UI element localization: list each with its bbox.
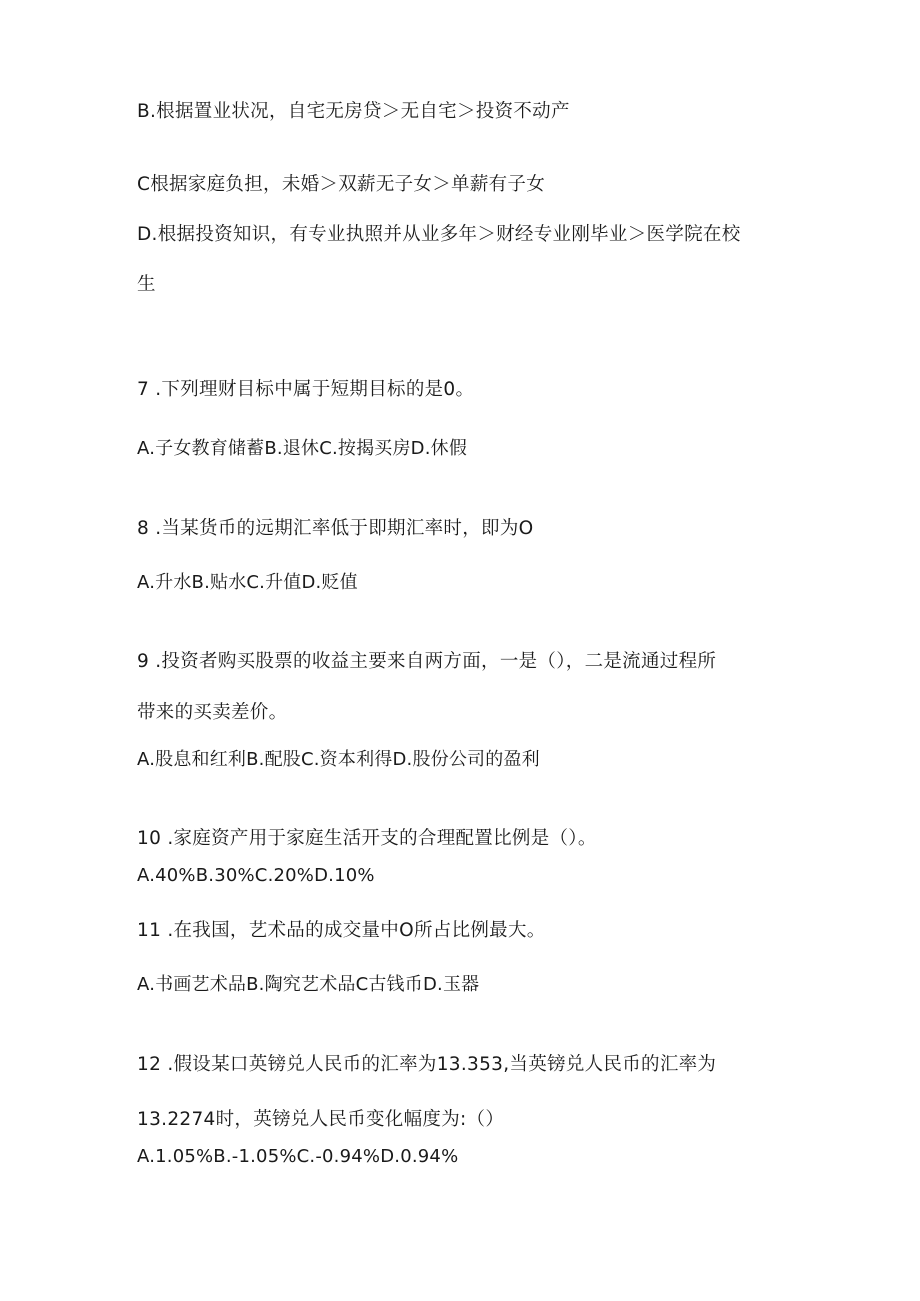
prev-question-option-d-continued: 生 (137, 274, 156, 295)
question-10-options: A.40%B.30%C.20%D.10% (137, 865, 375, 886)
question-9-options: A.股息和红利B.配股C.资本利得D.股份公司的盈利 (137, 749, 540, 770)
question-7-stem: 7 .下列理财目标中属于短期目标的是0。 (137, 379, 475, 400)
question-12-options: A.1.05%B.-1.05%C.-0.94%D.0.94% (137, 1146, 459, 1167)
question-12-stem: 12 .假设某口英镑兑人民币的汇率为13.353,当英镑兑人民币的汇率为 (137, 1054, 717, 1075)
question-8-stem: 8 .当某货币的远期汇率低于即期汇率时，即为O (137, 518, 534, 539)
question-8-options: A.升水B.贴水C.升值D.贬值 (137, 572, 358, 593)
question-9-stem: 9 .投资者购买股票的收益主要来自两方面，一是（），二是流通过程所 (137, 651, 717, 672)
prev-question-option-d: D.根据投资知识，有专业执照并从业多年＞财经专业刚毕业＞医学院在校 (137, 224, 741, 245)
question-11-stem: 11 .在我国，艺术品的成交量中O所占比例最大。 (137, 920, 546, 941)
question-12-stem-continued: 13.2274时，英镑兑人民币变化幅度为:（） (137, 1109, 505, 1130)
question-11-options: A.书画艺术品B.陶究艺术品C古钱币D.玉器 (137, 974, 480, 995)
prev-question-option-b: B.根据置业状况，自宅无房贷＞无自宅＞投资不动产 (137, 101, 570, 122)
question-9-stem-continued: 带来的买卖差价。 (137, 702, 288, 723)
prev-question-option-c: C根据家庭负担，未婚＞双薪无子女＞单薪有子女 (137, 174, 546, 195)
question-7-options: A.子女教育储蓄B.退休C.按揭买房D.休假 (137, 438, 468, 459)
question-10-stem: 10 .家庭资产用于家庭生活开支的合理配置比例是（）。 (137, 828, 597, 849)
